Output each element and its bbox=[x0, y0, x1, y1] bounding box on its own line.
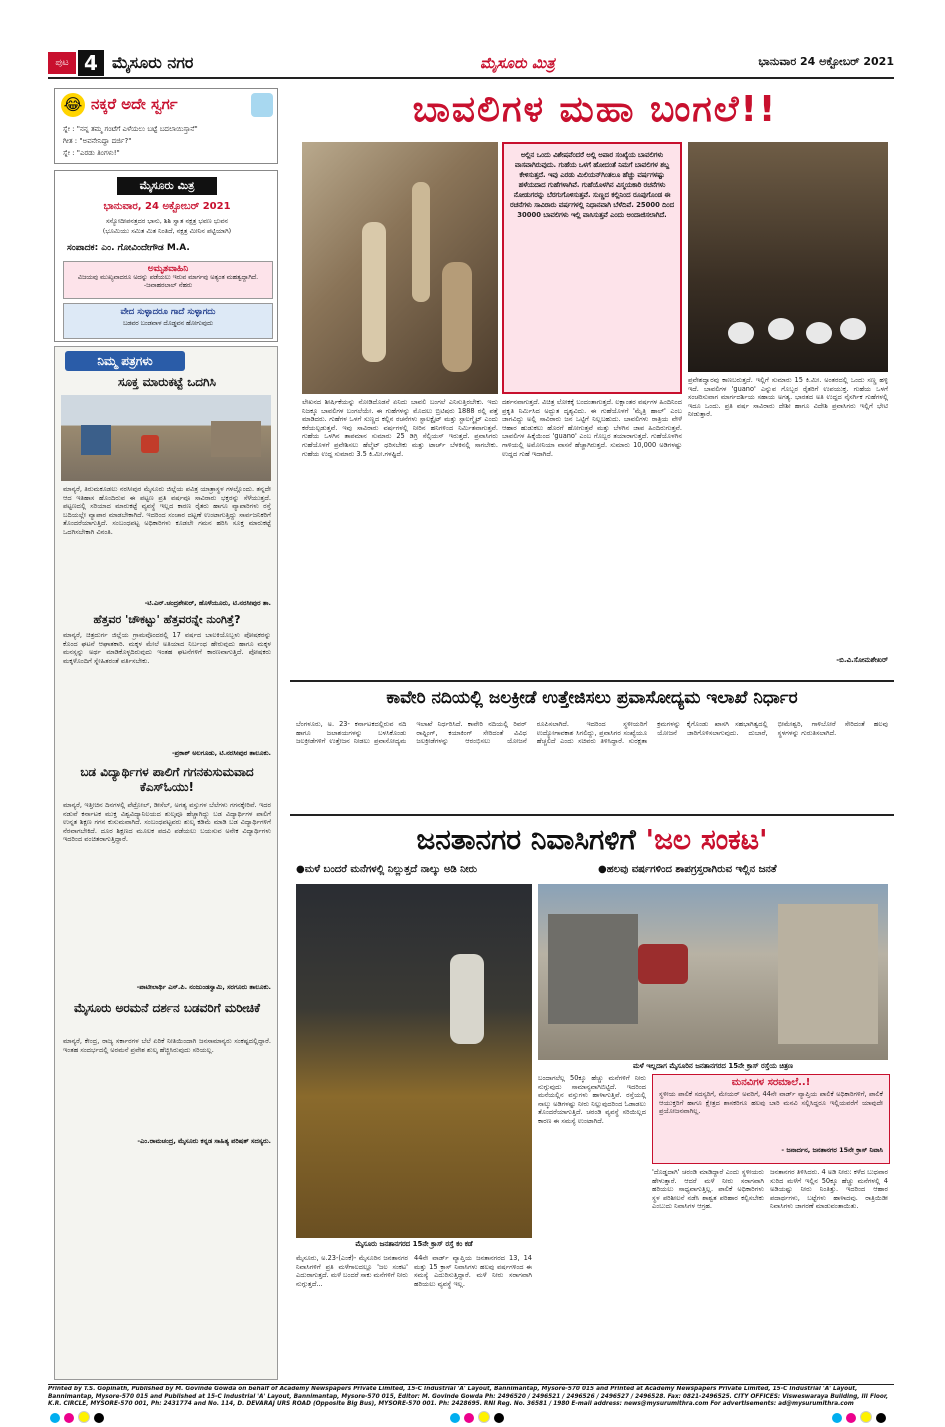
caves-body-col1: ಲೇಖನದ ಶೀರ್ಷಿಕೆಯನ್ನು ನೋಡಿದೊಡನೆ ಏನಿದು ಬಾವಲಿ ಬಂಗಲೆ ಎನಿಸುತ್ತಿರಬೇಕು. ಇದು ನಿಜಕ್ಕೂ ಬಾವಲಿಗಳ ಬಂಗಲೆಯೇ. ಈ ಗುಹೆಗಳನ್ನು ಮೊದಲು ಬ್ರಿಟಿಷರು 1888 ರಲ್ಲಿ ಪತ್ತೆ ಮಾಡಿದರು. ಗುಹೆಗಳ ಒಳಗೆ ಸುಣ್ಣದ ಕಲ್ಲಿನ ರಚನೆಗಳು ಸ್ಟಾಲಕ್ಟೈಟ್ ಮತ್ತು ಸ್ಟಾಲಗ್ಮೈಟ್ ಎಂದು ಕರೆಯಲ್ಪಡುತ್ತವೆ. ಇವು ಸಾವಿರಾರು ವರ್ಷಗಳಲ್ಲಿ ನೀರಿನ ಹನಿಗಳಿಂದ ನಿರ್ಮಿತವಾಗುತ್ತವೆ. ಗುಹೆಯ ಒಳಗಿನ ತಾಪಮಾನ ಸುಮಾರು 25 ಡಿಗ್ರಿ ಸೆಲ್ಸಿಯಸ್ ಇರುತ್ತದೆ. ಪ್ರವಾಸಿಗರು ಗುಹೆಯೊಳಗೆ ಪ್ರವೇಶಿಸಲು ಹೆಲ್ಮೆಟ್ ಧರಿಸಬೇಕು ಮತ್ತು ಟಾರ್ಚ್ ಬೆಳಕಿನಲ್ಲಿ ಸಾಗಬೇಕು. ಗುಹೆಯ ಉದ್ದ ಸುಮಾರು 3.5 ಕಿ.ಮೀ.ಗಳಷ್ಟಿದೆ. bbox=[302, 398, 498, 458]
letter-title: ಮೈಸೂರು ಅರಮನೆ ದರ್ಶನ ಬಡವರಿಗೆ ಮರೀಚಿಕೆ bbox=[73, 1001, 260, 1015]
page-number: 4 bbox=[78, 50, 104, 76]
caves-article bbox=[296, 82, 894, 674]
amrita-text: ವಿಜಯವು ಮುಖ್ಯವಾದರೂ ಅದನ್ನು ಪಡೆಯಲು ಇರುವ ಮಾರ್ಗವು ಅತ್ಯಂತ ಮಹತ್ವದ್ದಾಗಿದೆ. -ಜವಾಹರಲಾಲ್ ನೆಹರು bbox=[77, 274, 259, 289]
proverb-title: ವೇದ ಸುಳ್ಳಾದರೂ ಗಾದೆ ಸುಳ್ಳಾಗದು bbox=[120, 307, 216, 317]
edition-line: (ಭೂಮಿಯು ಸಮಿತ ಮಿತ ನಿಂತಿದೆ, ನಕ್ಷತ್ರ ಮೀನಿನ ಪಟ್ಟಿಯಾಗಿ) bbox=[102, 227, 232, 235]
janata-subhead: ●ಮಳೆ ಬಂದರೆ ಮನೆಗಳಲ್ಲಿ ನಿಲ್ಲುತ್ತದೆ ನಾಲ್ಕು ಅಡಿ ನೀರು bbox=[296, 864, 478, 875]
dry-street-photo bbox=[538, 884, 888, 1060]
yellow-mark bbox=[78, 1411, 90, 1423]
laugh-icon: 😂 bbox=[61, 93, 85, 117]
letter-title: ಹೆತ್ತವರ 'ಚೌಕಟ್ಟು' ಹೆತ್ತವರನ್ನೇ ನುಂಗಿತ್ತೆ? bbox=[93, 613, 241, 626]
issue-date: ಭಾನುವಾರ 24 ಅಕ್ಟೋಬರ್ 2021 bbox=[758, 55, 894, 68]
black-mark bbox=[494, 1413, 504, 1423]
janata-headline-main: ಜನತಾನಗರ ನಿವಾಸಿಗಳಿಗೆ bbox=[416, 823, 636, 856]
letter-signature: -ಪ್ರಕಾಶ್ ಅಲಗೂಡು, ಟಿ.ನರಸೀಪುರ ತಾಲೂಕು. bbox=[171, 749, 271, 757]
letters-title: ನಿಮ್ಮ ಪತ್ರಗಳು bbox=[65, 351, 185, 371]
edition-box bbox=[54, 170, 278, 342]
letters-section bbox=[54, 346, 278, 1380]
registration-marks bbox=[450, 1408, 508, 1427]
sidebar bbox=[48, 82, 284, 1382]
editor-name: ಸಂಪಾದಕ: ಎಂ. ಗೋವಿಂದೇಗೌಡ M.A. bbox=[67, 243, 190, 253]
section-name: ಮೈಸೂರು ನಗರ bbox=[112, 53, 194, 72]
edition-date: ಭಾನುವಾರ, 24 ಅಕ್ಟೋಬರ್ 2021 bbox=[103, 201, 231, 212]
janata-headline bbox=[290, 820, 894, 860]
caves-highlight-box bbox=[502, 142, 682, 394]
letter-body: ಮಾನ್ಯರೆ, ಚಿತ್ರದುರ್ಗ ಜಿಲ್ಲೆಯ ಗ್ರಾಮವೊಂದರಲ್ಲಿ 17 ವರ್ಷದ ಬಾಲಕಿಯೊಬ್ಬಳು ಪೋಷಕರನ್ನು ಕೊಂದ ಘಟನೆ ಆಘಾತಕಾರಿ. ಮಕ್ಕಳ ಮೇಲೆ ಅತಿಯಾದ ನಿರ್ಬಂಧ ಹೇರುವುದು ಹಾಗೂ ಮಕ್ಕಳ ಮನಸ್ಸನ್ನು ಅರ್ಥ ಮಾಡಿಕೊಳ್ಳದಿರುವುದು ಇಂತಹ ಘಟನೆಗಳಿಗೆ ಕಾರಣವಾಗುತ್ತಿದೆ. ಪೋಷಕರು ಮಕ್ಕಳೊಂದಿಗೆ ಸ್ನೇಹಿತರಂತೆ ವರ್ತಿಸಬೇಕು. bbox=[63, 631, 271, 665]
quote-box bbox=[652, 1074, 890, 1164]
cyan-mark bbox=[50, 1413, 60, 1423]
joke-line: ಸ್ನೇ : "ಎರಡು ತಿಂಗಳು!" bbox=[63, 149, 120, 157]
kaveri-body: ಬೆಂಗಳೂರು, ಅ. 23- ಕರ್ನಾಟಕದಲ್ಲಿರುವ ನದಿ ಹಾಗೂ ಜಲಾಶಯಗಳನ್ನು ಬಳಸಿಕೊಂಡು ಜಲಕ್ರೀಡೆಗಳಿಗೆ ಉತ್ತೇಜನ ನೀಡಲು ಪ್ರವಾಸೋದ್ಯಮ ಇಲಾಖೆ ನಿರ್ಧರಿಸಿದೆ. ಕಾವೇರಿ ನದಿಯಲ್ಲಿ ರಿವರ್ ರಾಫ್ಟಿಂಗ್, ಕಯಾಕಿಂಗ್ ಸೇರಿದಂತೆ ವಿವಿಧ ಜಲಕ್ರೀಡೆಗಳನ್ನು ಆರಂಭಿಸಲು ಯೋಜನೆ ರೂಪಿಸಲಾಗಿದೆ. ಇದರಿಂದ ಸ್ಥಳೀಯರಿಗೆ ಉದ್ಯೋಗಾವಕಾಶ ಸಿಗಲಿದ್ದು, ಪ್ರವಾಸಿಗರ ಸಂಖ್ಯೆಯೂ ಹೆಚ್ಚಲಿದೆ ಎಂದು ಸಚಿವರು ತಿಳಿಸಿದ್ದಾರೆ. ಸುರಕ್ಷತಾ ಕ್ರಮಗಳನ್ನು ಕೈಗೊಂಡು ಖಾಸಗಿ ಸಹಭಾಗಿತ್ವದಲ್ಲಿ ಯೋಜನೆ ಜಾರಿಗೊಳಿಸಲಾಗುವುದು. ದುಬಾರೆ, ಭೀಮೇಶ್ವರಿ, ಗಾಳಿಬೋರೆ ಸೇರಿದಂತೆ ಹಲವು ಸ್ಥಳಗಳನ್ನು ಗುರುತಿಸಲಾಗಿದೆ. bbox=[296, 720, 888, 746]
janata-body: ಬಂದಾಗಲೆಲ್ಲ 50ಕ್ಕೂ ಹೆಚ್ಚು ಮನೆಗಳಿಗೆ ನೀರು ನುಗ್ಗುವುದು ಸಾಮಾನ್ಯವಾಗಿಬಿಟ್ಟಿದೆ. ಇದರಿಂದ ಮನೆಯಲ್ಲಿನ ವಸ್ತುಗಳು ಹಾಳಾಗುತ್ತಿವೆ. ರಸ್ತೆಯಲ್ಲಿ ನಾಲ್ಕು ಅಡಿಗಳಷ್ಟು ನೀರು ನಿಲ್ಲುವುದರಿಂದ ಓಡಾಡಲು ತೊಂದರೆಯಾಗುತ್ತಿದೆ. ಚರಂಡಿ ವ್ಯವಸ್ಥೆ ಸರಿಯಿಲ್ಲದ ಕಾರಣ ಈ ಸಮಸ್ಯೆ ಉಂಟಾಗಿದೆ. bbox=[538, 1074, 646, 1125]
joke-line: ಸ್ನೇ : "ನನ್ನ ತಮ್ಮ ಗಂಟೆಗೆ ಎಳೆಯಲು ಬಟ್ಟೆ ಬದಲಾಯಿಸ್ತಾನೆ" bbox=[63, 125, 198, 133]
registration-marks bbox=[832, 1408, 890, 1427]
yellow-mark bbox=[860, 1411, 872, 1423]
cyan-mark bbox=[450, 1413, 460, 1423]
masthead bbox=[48, 52, 894, 74]
proverb-box bbox=[63, 303, 273, 339]
kaveri-article bbox=[290, 680, 894, 812]
cave-formation-photo bbox=[302, 142, 498, 394]
photo-caption: ಮೈಸೂರು ಜನತಾನಗರದ 15ನೇ ಕ್ರಾಸ್ ರಸ್ತೆ ಕಂ ಕಡೆ bbox=[355, 1240, 473, 1248]
caves-byline: -ಬಿ.ವಿ.ಸೋಮಶೇಖರ್ bbox=[836, 656, 888, 664]
paper-logo: ಮೈಸೂರು ಮಿತ್ರ bbox=[117, 177, 217, 195]
magenta-mark bbox=[464, 1413, 474, 1423]
joke-title: ನಕ್ಕರೆ ಅದೇ ಸ್ವರ್ಗ bbox=[91, 95, 178, 113]
footer-imprint: Printed by T.S. Gopinath, Published by M. Govinde Gowda on behalf of Academy Newspapers Private Limited, 15-C Industrial 'A' Layout, Bannimantap, Mysore-570 015 and Printed at Academy Newspapers Private Limited, 15-C Industrial 'A' Layout, Bannimantap, Mysore-570 015 and Published at 15-C Industrial 'A' Layout, Bannimantap, Mysore-570 015, Editor: M. Govinde Gowda Ph: 2496520 / 2496521 / 2496526 / 2496527 / 2496528. Fax: 0821-2496525. CITY OFFICES: Visweswaraya Building, III Floor, K.R. CIRCLE, MYSORE-570 001, Ph: 2431774 and No. 114, D. DEVARAJ URS ROAD (Opposite Big Bus), MYSORE-570 001. Ph: 2428695. RNI Reg. No. 36581 / 1980 E-mail address: news@mysurumithra.com For advertisements: ad@mysurumithra.com bbox=[48, 1386, 889, 1408]
janata-article bbox=[290, 814, 894, 1384]
black-mark bbox=[876, 1413, 886, 1423]
janata-subhead: ●ಹಲವು ವರ್ಷಗಳಿಂದ ಶಾಪಗ್ರಸ್ತರಾಗಿರುವ ಇಲ್ಲಿನ ಜನತೆ bbox=[598, 864, 777, 875]
caves-body-col3: ಪ್ರವೇಶದ್ವಾರವು ಕಾಣಬರುತ್ತದೆ. ಇಲ್ಲಿಗೆ ಸುಮಾರು 15 ಕಿ.ಮೀ. ಅಂತರದಲ್ಲಿ ಒಂದು ಸಣ್ಣ ಹಳ್ಳಿ ಇದೆ. ಬಾವಲಿಗಳ 'guano' ಎನ್ನುವ ಗೊಬ್ಬರ ರೈತರಿಗೆ ಉಪಯುಕ್ತ. ಗುಹೆಯ ಒಳಗೆ ಸಂಚರಿಸುವಾಗ ಮಾರ್ಗದರ್ಶಿಯ ಸಹಾಯ ಅಗತ್ಯ. ಭಾರತದ ಅತಿ ಉದ್ದದ ನೈಸರ್ಗಿಕ ಗುಹೆಗಳಲ್ಲಿ ಇದೂ ಒಂದು. ಪ್ರತಿ ವರ್ಷ ಸಾವಿರಾರು ದೇಶೀ ಹಾಗೂ ವಿದೇಶಿ ಪ್ರವಾಸಿಗರು ಇಲ್ಲಿಗೆ ಭೇಟಿ ನೀಡುತ್ತಾರೆ. bbox=[688, 376, 888, 419]
edition-line: ಸಸ್ಯೋದೀಪನತ್ರದರ ಭಾನು, ಶಿಶಿ ಸ್ವಾತ ನಕ್ಷತ್ರ ಭವಣ ಭುವನ bbox=[105, 217, 228, 225]
footer-rule bbox=[48, 1384, 894, 1385]
page-label-box bbox=[48, 52, 76, 74]
photo-caption: ಮಳೆ ಇಲ್ಲದಾಗ ಮೈಸೂರಿನ ಜನತಾನಗರದ 15ನೇ ಕ್ರಾಸ್ ರಸ್ತೆಯ ಚಿತ್ರಣ bbox=[633, 1062, 793, 1070]
magenta-mark bbox=[846, 1413, 856, 1423]
cave-visitors-photo bbox=[688, 142, 888, 372]
letter-body: ಮಾನ್ಯರೆ, ಇತ್ತೀಚಿನ ದಿನಗಳಲ್ಲಿ ಪೆಟ್ರೋಲ್, ಡೀಸೆಲ್, ಅಗತ್ಯ ವಸ್ತುಗಳ ಬೆಲೆಗಳು ಗಗನಕ್ಕೇರಿವೆ. ಇದರ ನಡುವೆ ಕರ್ನಾಟಕ ಮುಕ್ತ ವಿಶ್ವವಿದ್ಯಾನಿಲಯದ ಶುಲ್ಕವೂ ಹೆಚ್ಚಾಗಿದ್ದು ಬಡ ವಿದ್ಯಾರ್ಥಿಗಳ ಪಾಲಿಗೆ ಉನ್ನತ ಶಿಕ್ಷಣ ಗಗನ ಕುಸುಮವಾಗಿದೆ. ಸಂಬಂಧಪಟ್ಟವರು ಶುಲ್ಕ ಕಡಿಮೆ ಮಾಡಿ ಬಡ ವಿದ್ಯಾರ್ಥಿಗಳಿಗೆ ನೆರವಾಗಬೇಕಿದೆ. ದೂರ ಶಿಕ್ಷಣದ ಮೂಲಕ ಪದವಿ ಪಡೆಯಲು ಬಯಸುವ ಅನೇಕ ವಿದ್ಯಾರ್ಥಿಗಳು ಇದರಿಂದ ವಂಚಿತರಾಗುತ್ತಿದ್ದಾರೆ. bbox=[63, 801, 271, 844]
market-street-photo bbox=[61, 395, 271, 481]
letter-signature: -ಪಾಟೀಲಾರ್ಥಿ ಎಸ್.ಪಿ. ನಂಜುಂಡಸ್ವಾಮಿ, ಸರಗೂರು ತಾಲೂಕು. bbox=[136, 983, 271, 991]
letter-signature: -ಎಂ.ರಾಮಚಂದ್ರ, ಮೈಸೂರು ಕನ್ನಡ ಸಾಹಿತ್ಯ ಪರಿಷತ್ ಸದಸ್ಯರು. bbox=[137, 1137, 271, 1145]
cartoon-icon bbox=[251, 93, 273, 117]
proverb-text: ಬಡವರ ಬಂಡವಾಳ ದೊಡ್ಡವನ ಹೋಗುವುದು bbox=[122, 320, 214, 327]
letter-signature: -ಟಿ.ಎನ್.ಚಂದ್ರಶೇಖರ್, ಹೊಳೆಯೂರು, ಟಿ.ನರಸೀಪುರ ತಾ. bbox=[144, 599, 271, 607]
letter-title: ಬಡ ವಿದ್ಯಾರ್ಥಿಗಳ ಪಾಲಿಗೆ ಗಗನಕುಸುಮವಾದ ಕೆಎಸ್‌ಓಯು! bbox=[80, 765, 254, 794]
yellow-mark bbox=[478, 1411, 490, 1423]
quote-text: ಸ್ಥಳೀಯ ಪಾಲಿಕೆ ಸದಸ್ಯರಿಗೆ, ಮೇಯರ್ ಅವರಿಗೆ, 44ನೇ ವಾರ್ಡ್ ವ್ಯಾಪ್ತಿಯ ಪಾಲಿಕೆ ಅಧಿಕಾರಿಗಳಿಗೆ, ಪಾಲಿಕೆ ಆಯುಕ್ತರಿಗೆ ಹಾಗೂ ಕ್ಷೇತ್ರದ ಶಾಸಕರಿಗೂ ಹಲವು ಬಾರಿ ಮನವಿ ಸಲ್ಲಿಸಿದ್ದರೂ ಇಲ್ಲಿಯವರೆಗೆ ಯಾವುದೇ ಪ್ರಯೋಜನವಾಗಿಲ್ಲ. bbox=[659, 1090, 883, 1116]
caves-headline: ಬಾವಲಿಗಳ ಮಹಾ ಬಂಗಲೆ!! bbox=[412, 89, 778, 130]
quote-signature: - ಜನಾರ್ದನ, ಜನತಾನಗರ 15ನೇ ಕ್ರಾಸ್ ನಿವಾಸಿ bbox=[781, 1146, 883, 1154]
amrita-title: ಅಮೃತವಾಹಿನಿ bbox=[147, 264, 189, 274]
caves-body-col2: ದರ್ಶನವಾಗುತ್ತದೆ. ವಿಚಿತ್ರ ಲೋಕಕ್ಕೆ ಬಂದಂತಾಗುತ್ತದೆ. ಲಕ್ಷಾಂತರ ವರ್ಷಗಳ ಹಿಂದಿನಿಂದ ಪ್ರಕೃತಿ ನಿರ್ಮಿಸಿದ ಅದ್ಭುತ ದೃಶ್ಯವಿದು. ಈ ಗುಹೆಯೊಳಗೆ 'ಮೈತ್ರಿ ಹಾಲ್' ಎಂಬ ಜಾಗವಿದ್ದು ಅಲ್ಲಿ ಸಾವಿರಾರು ಜನ ಒಟ್ಟಿಗೆ ನಿಲ್ಲಬಹುದು. ಬಾವಲಿಗಳು ರಾತ್ರಿಯ ವೇಳೆ ಆಹಾರ ಹುಡುಕಲು ಹೊರಗೆ ಹೋಗುತ್ತವೆ ಮತ್ತು ಬೆಳಗಿನ ಜಾವ ಹಿಂದಿರುಗುತ್ತವೆ. ಬಾವಲಿಗಳ ಹಿಕ್ಕೆಯಿಂದ 'guano' ಎಂಬ ಗೊಬ್ಬರ ತಯಾರಾಗುತ್ತದೆ. ಗುಹೆಯೊಳಗಿನ ಗಾಳಿಯಲ್ಲಿ ಅಮೋನಿಯಾ ವಾಸನೆ ಹೆಚ್ಚಾಗಿರುತ್ತದೆ. ಸುಮಾರು 10,000 ಅಡಿಗಳಷ್ಟು ಉದ್ದದ ಗುಹೆ ಇದಾಗಿದೆ. bbox=[502, 398, 682, 458]
janata-headline-highlight: 'ಜಲ ಸಂಕಟ' bbox=[645, 823, 768, 856]
janata-body: ಮೈಸೂರು, ಅ.23-(ಎಂಕೆ)- ಮೈಸೂರಿನ ಜನತಾನಗರ ನಿವಾಸಿಗಳಿಗೆ ಪ್ರತಿ ಮಳೆಗಾಲದಲ್ಲೂ 'ಜಲ ಸಂಕಟ' ಎದುರಾಗುತ್ತದೆ. ಮಳೆ ಬಂದರೆ ಸಾಕು ಮನೆಗಳಿಗೆ ನೀರು ನುಗ್ಗುತ್ತದೆ... bbox=[296, 1254, 408, 1288]
flooded-street-photo bbox=[296, 884, 532, 1238]
amrita-box bbox=[63, 261, 273, 299]
joke-box bbox=[54, 88, 278, 164]
janata-body: 44ನೇ ವಾರ್ಡ್ ವ್ಯಾಪ್ತಿಯ ಜನತಾನಗರದ 13, 14 ಮತ್ತು 15 ಕ್ರಾಸ್ ನಿವಾಸಿಗಳು ಹಲವು ವರ್ಷಗಳಿಂದ ಈ ಸಮಸ್ಯೆ ಎದುರಿಸುತ್ತಿದ್ದಾರೆ. ಮಳೆ ನೀರು ಸರಾಗವಾಗಿ ಹರಿಯಲು ವ್ಯವಸ್ಥೆ ಇಲ್ಲ. bbox=[414, 1254, 532, 1288]
page-label: ಪುಟ bbox=[55, 58, 69, 68]
janata-body: ಜನತಾನಗರ ತಿಳಿಸಿದರು. 4 ಅಡಿ ನೀರು: ಕಳೆದ ಬುಧವಾರ ಸುರಿದ ಮಳೆಗೆ ಇಲ್ಲಿನ 50ಕ್ಕೂ ಹೆಚ್ಚು ಮನೆಗಳಲ್ಲಿ 4 ಅಡಿಯಷ್ಟು ನೀರು ನಿಂತಿತ್ತು. ಇದರಿಂದ ಆಹಾರ ಪದಾರ್ಥಗಳು, ಬಟ್ಟೆಗಳು ಹಾಳಾದವು. ರಾತ್ರಿಯಿಡೀ ನಿವಾಸಿಗಳು ಜಾಗರಣೆ ಮಾಡುವಂತಾಯಿತು. bbox=[770, 1168, 888, 1211]
registration-marks bbox=[50, 1408, 108, 1427]
quote-title: ಮನವಿಗಳ ಸರಮಾಲೆ..! bbox=[731, 1077, 811, 1088]
caves-highlight-text: ಅಲ್ಲಿನ ಒಂದು ವಿಶೇಷವೆಂದರೆ ಅಲ್ಲಿ ಅಪಾರ ಸಂಖ್ಯೆಯ ಬಾವಲಿಗಳು ವಾಸವಾಗಿರುವುದು. ಗುಹೆಯ ಒಳಗೆ ಹೋದಂತೆ ನಿಮಗೆ ಬಾವಲಿಗಳ ಶಬ್ದ ಕೇಳಿಸುತ್ತದೆ. ಇವು ಎರಡು ಮಿಲಿಯನ್‌ಗಿಂತಲೂ ಹೆಚ್ಚು ವರ್ಷಗಳಷ್ಟು ಹಳೆಯದಾದ ಗುಹೆಗಳಾಗಿವೆ. ಗುಹೆಯೊಳಗಿನ ವಿಸ್ಮಯಕಾರಿ ರಚನೆಗಳು ನೋಡುಗರನ್ನು ಬೆರಗುಗೊಳಿಸುತ್ತವೆ. ಸುಣ್ಣದ ಕಲ್ಲಿನಿಂದ ರೂಪುಗೊಂಡ ಈ ರಚನೆಗಳು ಸಾವಿರಾರು ವರ್ಷಗಳಲ್ಲಿ ನಿಧಾನವಾಗಿ ಬೆಳೆದಿವೆ. 25000 ದಿಂದ 30000 ಬಾವಲಿಗಳು ಇಲ್ಲಿ ವಾಸಿಸುತ್ತವೆ ಎಂದು ಅಂದಾಜಿಸಲಾಗಿದೆ. bbox=[510, 151, 674, 219]
paper-name: ಮೈಸೂರು ಮಿತ್ರ bbox=[480, 54, 555, 72]
kaveri-headline: ಕಾವೇರಿ ನದಿಯಲ್ಲಿ ಜಲಕ್ರೀಡೆ ಉತ್ತೇಜಿಸಲು ಪ್ರವಾಸೋದ್ಯಮ ಇಲಾಖೆ ನಿರ್ಧಾರ bbox=[386, 688, 798, 708]
black-mark bbox=[94, 1413, 104, 1423]
magenta-mark bbox=[64, 1413, 74, 1423]
letter-body: ಮಾನ್ಯರೆ, ತಿರುಮಕೂಡಲು ನರಸೀಪುರ ಮೈಸೂರು ಜಿಲ್ಲೆಯ ಪವಿತ್ರ ಯಾತ್ರಾಸ್ಥಳ ಗಳಲ್ಲೊಂದು. ತನ್ನದೇ ಆದ ಇತಿಹಾಸ ಹೊಂದಿರುವ ಈ ಪಟ್ಟಣ ಪ್ರತಿ ವರ್ಷವೂ ಸಾವಿರಾರು ಭಕ್ತರನ್ನು ಸೆಳೆಯುತ್ತದೆ. ಪಟ್ಟಣದಲ್ಲಿ ಸರಿಯಾದ ಮಾರುಕಟ್ಟೆ ವ್ಯವಸ್ಥೆ ಇಲ್ಲದ ಕಾರಣ ರೈತರು ಹಾಗೂ ವ್ಯಾಪಾರಿಗಳು ರಸ್ತೆ ಬದಿಯಲ್ಲೇ ವ್ಯಾಪಾರ ಮಾಡಬೇಕಾಗಿದೆ. ಇದರಿಂದ ಸಂಚಾರ ದಟ್ಟಣೆ ಉಂಟಾಗುತ್ತಿದ್ದು ಸಾರ್ವಜನಿಕರಿಗೆ ತೊಂದರೆಯಾಗುತ್ತಿದೆ. ಸಂಬಂಧಪಟ್ಟ ಅಧಿಕಾರಿಗಳು ಕೂಡಲೇ ಗಮನ ಹರಿಸಿ ಸೂಕ್ತ ಮಾರುಕಟ್ಟೆ ಒದಗಿಸಬೇಕಾಗಿ ವಿನಂತಿ. bbox=[63, 485, 271, 536]
letter-title: ಸೂಕ್ತ ಮಾರುಕಟ್ಟೆ ಒದಗಿಸಿ bbox=[118, 375, 216, 389]
joke-line: ಗೀತ : "ಅವನೇನಿದ್ದಾ ದರ್ಜಿ?" bbox=[63, 137, 132, 145]
letter-body: ಮಾನ್ಯರೆ, ಕೇಂದ್ರ, ರಾಜ್ಯ ಸರ್ಕಾರಗಳ ಬೆಲೆ ಏರಿಕೆ ನೀತಿಯಿಂದಾಗಿ ಜನಸಾಮಾನ್ಯರು ಸಂಕಷ್ಟದಲ್ಲಿದ್ದಾರೆ. ಇಂತಹ ಸಂದರ್ಭದಲ್ಲಿ ಅರಮನೆ ಪ್ರವೇಶ ಶುಲ್ಕ ಹೆಚ್ಚಿಸಿರುವುದು ಸರಿಯಲ್ಲ. bbox=[63, 1037, 271, 1054]
masthead-rule bbox=[48, 77, 894, 79]
cyan-mark bbox=[832, 1413, 842, 1423]
janata-body: 'ದೊಡ್ಡದಾಗಿ' ಚರಂಡಿ ಮಾಡಿದ್ದಾರೆ ಎಂದು ಸ್ಥಳೀಯರು ಹೇಳುತ್ತಾರೆ. ಆದರೆ ಮಳೆ ನೀರು ಸರಾಗವಾಗಿ ಹರಿಯಲು ಸಾಧ್ಯವಾಗುತ್ತಿಲ್ಲ. ಪಾಲಿಕೆ ಅಧಿಕಾರಿಗಳು ಸ್ಥಳ ಪರಿಶೀಲನೆ ನಡೆಸಿ ಶಾಶ್ವತ ಪರಿಹಾರ ಕಲ್ಪಿಸಬೇಕು ಎಂಬುದು ನಿವಾಸಿಗಳ ಆಗ್ರಹ. bbox=[652, 1168, 764, 1211]
